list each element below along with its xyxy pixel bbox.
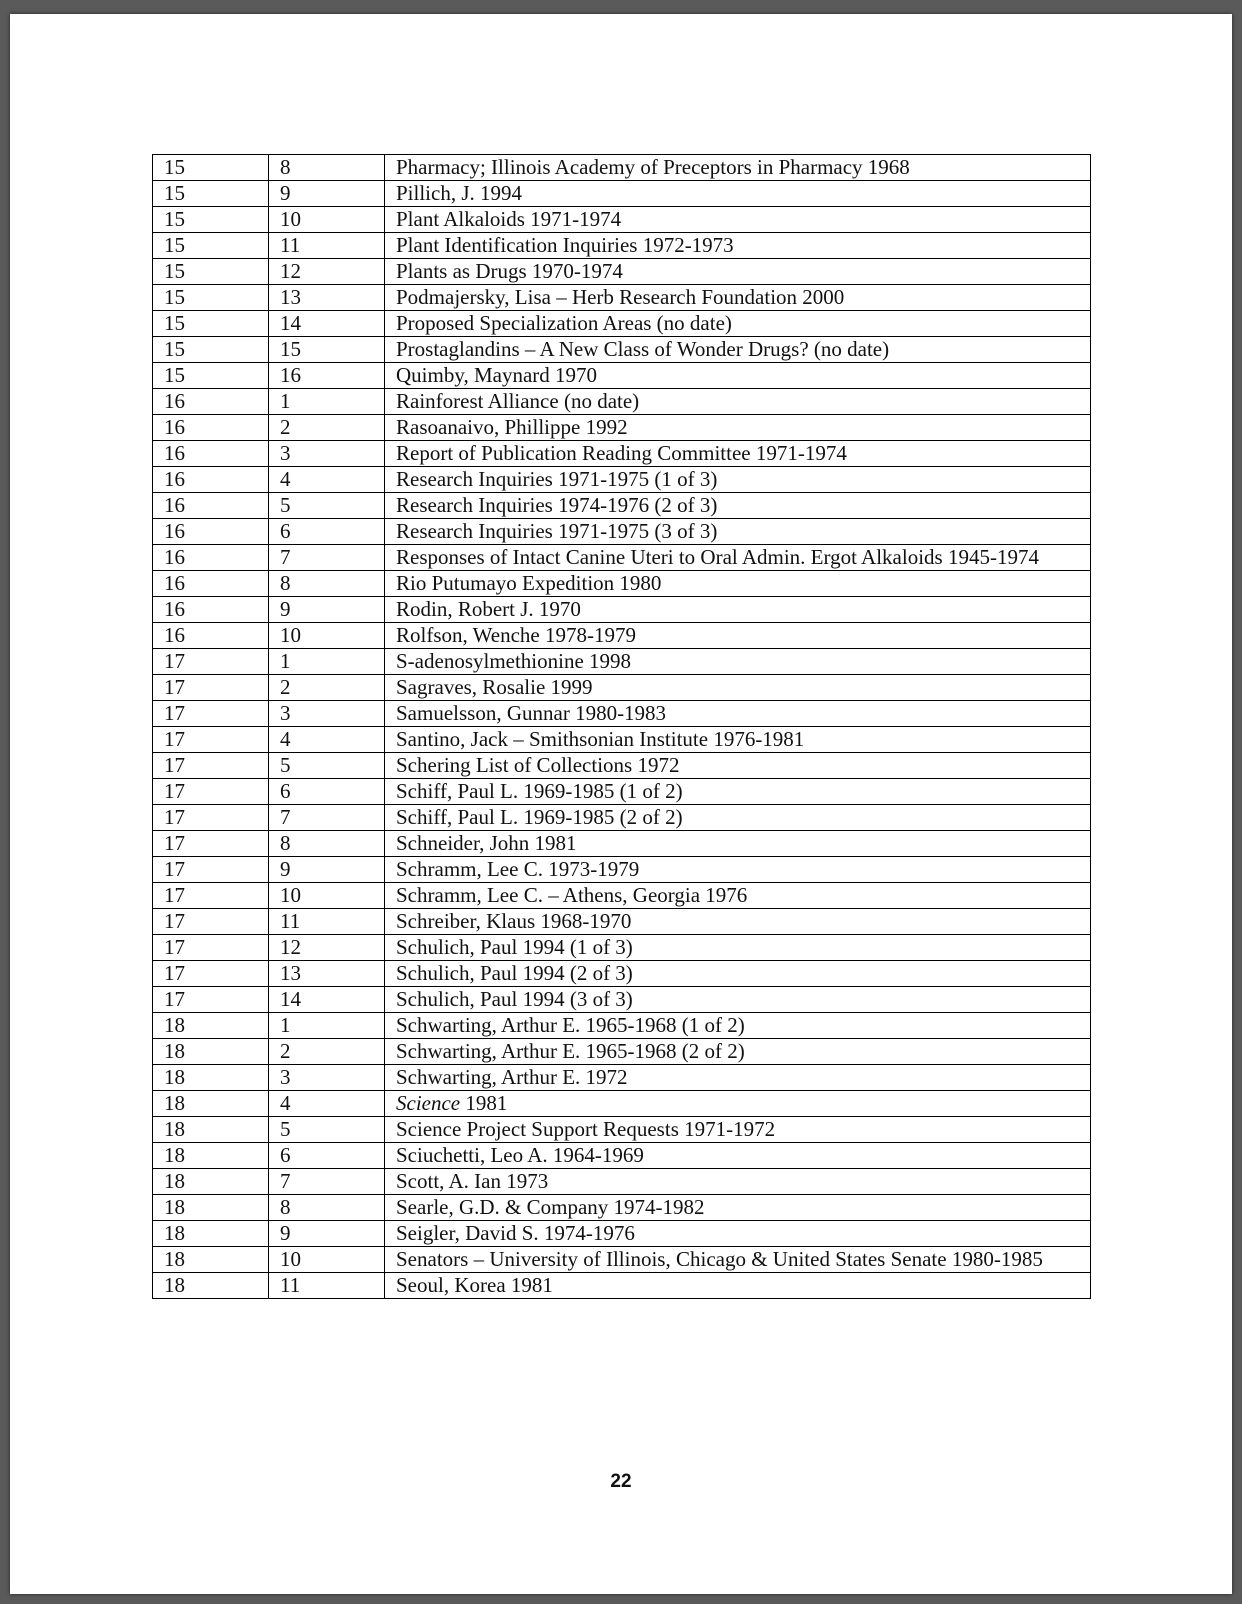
folder-number-cell: 9: [269, 857, 385, 883]
folder-number-cell: 13: [269, 961, 385, 987]
table-row: [153, 363, 1091, 389]
box-number-cell: 18: [153, 1221, 269, 1247]
folder-title-cell: Scott, A. Ian 1973: [385, 1169, 1091, 1195]
folder-number-cell: 11: [269, 1273, 385, 1299]
table-row: [153, 1143, 1091, 1169]
folder-title-cell: Schering List of Collections 1972: [385, 753, 1091, 779]
title-rest: 1981: [460, 1091, 508, 1115]
folder-number-cell: 15: [269, 337, 385, 363]
folder-number-cell: 10: [269, 1247, 385, 1273]
table-row: [153, 1039, 1091, 1065]
box-number-cell: 16: [153, 597, 269, 623]
folder-number-cell: 10: [269, 623, 385, 649]
folder-title-cell: Responses of Intact Canine Uteri to Oral Admin. Ergot Alkaloids 1945-1974: [385, 545, 1091, 571]
table-row: [153, 727, 1091, 753]
folder-title-cell: Rolfson, Wenche 1978-1979: [385, 623, 1091, 649]
folder-title-cell: Schulich, Paul 1994 (3 of 3): [385, 987, 1091, 1013]
box-number-cell: 17: [153, 675, 269, 701]
table-row: [153, 207, 1091, 233]
folder-number-cell: 9: [269, 597, 385, 623]
finding-aid-table: [152, 154, 1091, 1299]
folder-title-cell: Schwarting, Arthur E. 1972: [385, 1065, 1091, 1091]
folder-title-cell: Proposed Specialization Areas (no date): [385, 311, 1091, 337]
folder-title-cell: Sciuchetti, Leo A. 1964-1969: [385, 1143, 1091, 1169]
table-row: [153, 987, 1091, 1013]
folder-number-cell: 5: [269, 1117, 385, 1143]
table-row: [153, 597, 1091, 623]
folder-number-cell: 7: [269, 805, 385, 831]
folder-number-cell: 7: [269, 1169, 385, 1195]
table-row: [153, 545, 1091, 571]
box-number-cell: 15: [153, 259, 269, 285]
table-row: [153, 701, 1091, 727]
folder-number-cell: 4: [269, 1091, 385, 1117]
table-row: [153, 311, 1091, 337]
folder-number-cell: 2: [269, 675, 385, 701]
table-row: [153, 389, 1091, 415]
folder-number-cell: 2: [269, 1039, 385, 1065]
table-row: [153, 831, 1091, 857]
page-number: 22: [610, 1471, 632, 1492]
folder-title-cell: Science Project Support Requests 1971-1972: [385, 1117, 1091, 1143]
table-row: [153, 519, 1091, 545]
table-row: [153, 233, 1091, 259]
table-row: [153, 753, 1091, 779]
folder-title-cell: Schreiber, Klaus 1968-1970: [385, 909, 1091, 935]
folder-title-cell: Schwarting, Arthur E. 1965-1968 (2 of 2): [385, 1039, 1091, 1065]
table-row: [153, 571, 1091, 597]
box-number-cell: 15: [153, 311, 269, 337]
table-row: [153, 909, 1091, 935]
box-number-cell: 17: [153, 649, 269, 675]
box-number-cell: 15: [153, 285, 269, 311]
table-row: [153, 1195, 1091, 1221]
box-number-cell: 17: [153, 779, 269, 805]
table-row: [153, 415, 1091, 441]
table-row: [153, 935, 1091, 961]
folder-title-cell: Seoul, Korea 1981: [385, 1273, 1091, 1299]
box-number-cell: 15: [153, 337, 269, 363]
box-number-cell: 15: [153, 363, 269, 389]
box-number-cell: 16: [153, 441, 269, 467]
box-number-cell: 18: [153, 1065, 269, 1091]
table-row: [153, 1091, 1091, 1117]
folder-title-cell: Report of Publication Reading Committee 1971-1974: [385, 441, 1091, 467]
folder-number-cell: 1: [269, 649, 385, 675]
folder-number-cell: 11: [269, 233, 385, 259]
folder-number-cell: 8: [269, 1195, 385, 1221]
folder-title-cell: Research Inquiries 1974-1976 (2 of 3): [385, 493, 1091, 519]
folder-title-cell: Research Inquiries 1971-1975 (3 of 3): [385, 519, 1091, 545]
folder-number-cell: 16: [269, 363, 385, 389]
box-number-cell: 16: [153, 571, 269, 597]
folder-number-cell: 13: [269, 285, 385, 311]
folder-title-cell: S-adenosylmethionine 1998: [385, 649, 1091, 675]
box-number-cell: 18: [153, 1195, 269, 1221]
folder-title-cell: Searle, G.D. & Company 1974-1982: [385, 1195, 1091, 1221]
box-number-cell: 16: [153, 493, 269, 519]
folder-title-cell: Rodin, Robert J. 1970: [385, 597, 1091, 623]
folder-number-cell: 5: [269, 493, 385, 519]
box-number-cell: 18: [153, 1169, 269, 1195]
box-number-cell: 15: [153, 207, 269, 233]
box-number-cell: 15: [153, 155, 269, 181]
folder-title-cell: Samuelsson, Gunnar 1980-1983: [385, 701, 1091, 727]
table-row: [153, 805, 1091, 831]
folder-title-cell: Sagraves, Rosalie 1999: [385, 675, 1091, 701]
box-number-cell: 18: [153, 1013, 269, 1039]
folder-number-cell: 10: [269, 883, 385, 909]
folder-title-cell: Schulich, Paul 1994 (2 of 3): [385, 961, 1091, 987]
box-number-cell: 16: [153, 467, 269, 493]
folder-number-cell: 7: [269, 545, 385, 571]
folder-title-cell: Quimby, Maynard 1970: [385, 363, 1091, 389]
folder-number-cell: 10: [269, 207, 385, 233]
table-row: [153, 1247, 1091, 1273]
table-row: [153, 285, 1091, 311]
box-number-cell: 18: [153, 1143, 269, 1169]
folder-number-cell: 14: [269, 311, 385, 337]
table-row: [153, 1117, 1091, 1143]
folder-number-cell: 4: [269, 467, 385, 493]
table-row: [153, 493, 1091, 519]
folder-title-cell: Schramm, Lee C. 1973-1979: [385, 857, 1091, 883]
folder-number-cell: 8: [269, 831, 385, 857]
folder-number-cell: 8: [269, 571, 385, 597]
folder-number-cell: 6: [269, 1143, 385, 1169]
folder-number-cell: 6: [269, 519, 385, 545]
folder-title-cell: [385, 1091, 1091, 1117]
table-row: [153, 961, 1091, 987]
table-row: [153, 857, 1091, 883]
table-row: [153, 181, 1091, 207]
box-number-cell: 18: [153, 1039, 269, 1065]
folder-title-cell: Plants as Drugs 1970-1974: [385, 259, 1091, 285]
folder-number-cell: 11: [269, 909, 385, 935]
box-number-cell: 17: [153, 727, 269, 753]
table-row: [153, 337, 1091, 363]
folder-number-cell: 5: [269, 753, 385, 779]
folder-number-cell: 9: [269, 1221, 385, 1247]
folder-number-cell: 4: [269, 727, 385, 753]
box-number-cell: 17: [153, 961, 269, 987]
italic-title-part: Science: [396, 1091, 461, 1115]
folder-title-cell: Schiff, Paul L. 1969-1985 (1 of 2): [385, 779, 1091, 805]
folder-title-cell: Research Inquiries 1971-1975 (1 of 3): [385, 467, 1091, 493]
table-row: [153, 883, 1091, 909]
folder-number-cell: 9: [269, 181, 385, 207]
box-number-cell: 16: [153, 389, 269, 415]
folder-title-cell: Plant Alkaloids 1971-1974: [385, 207, 1091, 233]
folder-number-cell: 2: [269, 415, 385, 441]
box-number-cell: 17: [153, 935, 269, 961]
folder-number-cell: 14: [269, 987, 385, 1013]
box-number-cell: 16: [153, 545, 269, 571]
box-number-cell: 18: [153, 1117, 269, 1143]
folder-title-cell: Schiff, Paul L. 1969-1985 (2 of 2): [385, 805, 1091, 831]
folder-number-cell: 12: [269, 259, 385, 285]
folder-title-cell: Pillich, J. 1994: [385, 181, 1091, 207]
table-row: [153, 779, 1091, 805]
folder-number-cell: 3: [269, 1065, 385, 1091]
folder-title-cell: Schulich, Paul 1994 (1 of 3): [385, 935, 1091, 961]
folder-title-cell: Seigler, David S. 1974-1976: [385, 1221, 1091, 1247]
folder-title-cell: Pharmacy; Illinois Academy of Preceptors in Pharmacy 1968: [385, 155, 1091, 181]
folder-title-cell: Rio Putumayo Expedition 1980: [385, 571, 1091, 597]
box-number-cell: 16: [153, 623, 269, 649]
table-row: [153, 649, 1091, 675]
folder-title-cell: Prostaglandins – A New Class of Wonder Drugs? (no date): [385, 337, 1091, 363]
box-number-cell: 17: [153, 909, 269, 935]
table-row: [153, 1065, 1091, 1091]
box-number-cell: 18: [153, 1247, 269, 1273]
box-number-cell: 17: [153, 857, 269, 883]
table-row: [153, 1169, 1091, 1195]
box-number-cell: 17: [153, 987, 269, 1013]
table-row: [153, 1013, 1091, 1039]
folder-number-cell: 3: [269, 701, 385, 727]
folder-title-cell: Podmajersky, Lisa – Herb Research Foundation 2000: [385, 285, 1091, 311]
folder-title-cell: Schramm, Lee C. – Athens, Georgia 1976: [385, 883, 1091, 909]
folder-number-cell: 1: [269, 1013, 385, 1039]
folder-number-cell: 6: [269, 779, 385, 805]
table-row: [153, 467, 1091, 493]
folder-number-cell: 12: [269, 935, 385, 961]
folder-title-cell: Plant Identification Inquiries 1972-1973: [385, 233, 1091, 259]
box-number-cell: 17: [153, 701, 269, 727]
box-number-cell: 16: [153, 415, 269, 441]
table-row: [153, 675, 1091, 701]
box-number-cell: 17: [153, 883, 269, 909]
table-row: [153, 441, 1091, 467]
table-row: [153, 1221, 1091, 1247]
box-number-cell: 17: [153, 805, 269, 831]
folder-title-cell: Santino, Jack – Smithsonian Institute 1976-1981: [385, 727, 1091, 753]
folder-title-cell: Schwarting, Arthur E. 1965-1968 (1 of 2): [385, 1013, 1091, 1039]
table-row: [153, 1273, 1091, 1299]
table-row: [153, 155, 1091, 181]
box-number-cell: 15: [153, 181, 269, 207]
box-number-cell: 17: [153, 753, 269, 779]
document-page: [10, 14, 1232, 1594]
folder-number-cell: 8: [269, 155, 385, 181]
folder-title-cell: Senators – University of Illinois, Chicago & United States Senate 1980-1985: [385, 1247, 1091, 1273]
folder-title-cell: Rasoanaivo, Phillippe 1992: [385, 415, 1091, 441]
folder-title-cell: Rainforest Alliance (no date): [385, 389, 1091, 415]
box-number-cell: 17: [153, 831, 269, 857]
table-row: [153, 623, 1091, 649]
box-number-cell: 18: [153, 1273, 269, 1299]
folder-number-cell: 3: [269, 441, 385, 467]
table-row: [153, 259, 1091, 285]
folder-title-cell: Schneider, John 1981: [385, 831, 1091, 857]
box-number-cell: 16: [153, 519, 269, 545]
box-number-cell: 15: [153, 233, 269, 259]
box-number-cell: 18: [153, 1091, 269, 1117]
table-body: [153, 155, 1091, 1299]
folder-number-cell: 1: [269, 389, 385, 415]
